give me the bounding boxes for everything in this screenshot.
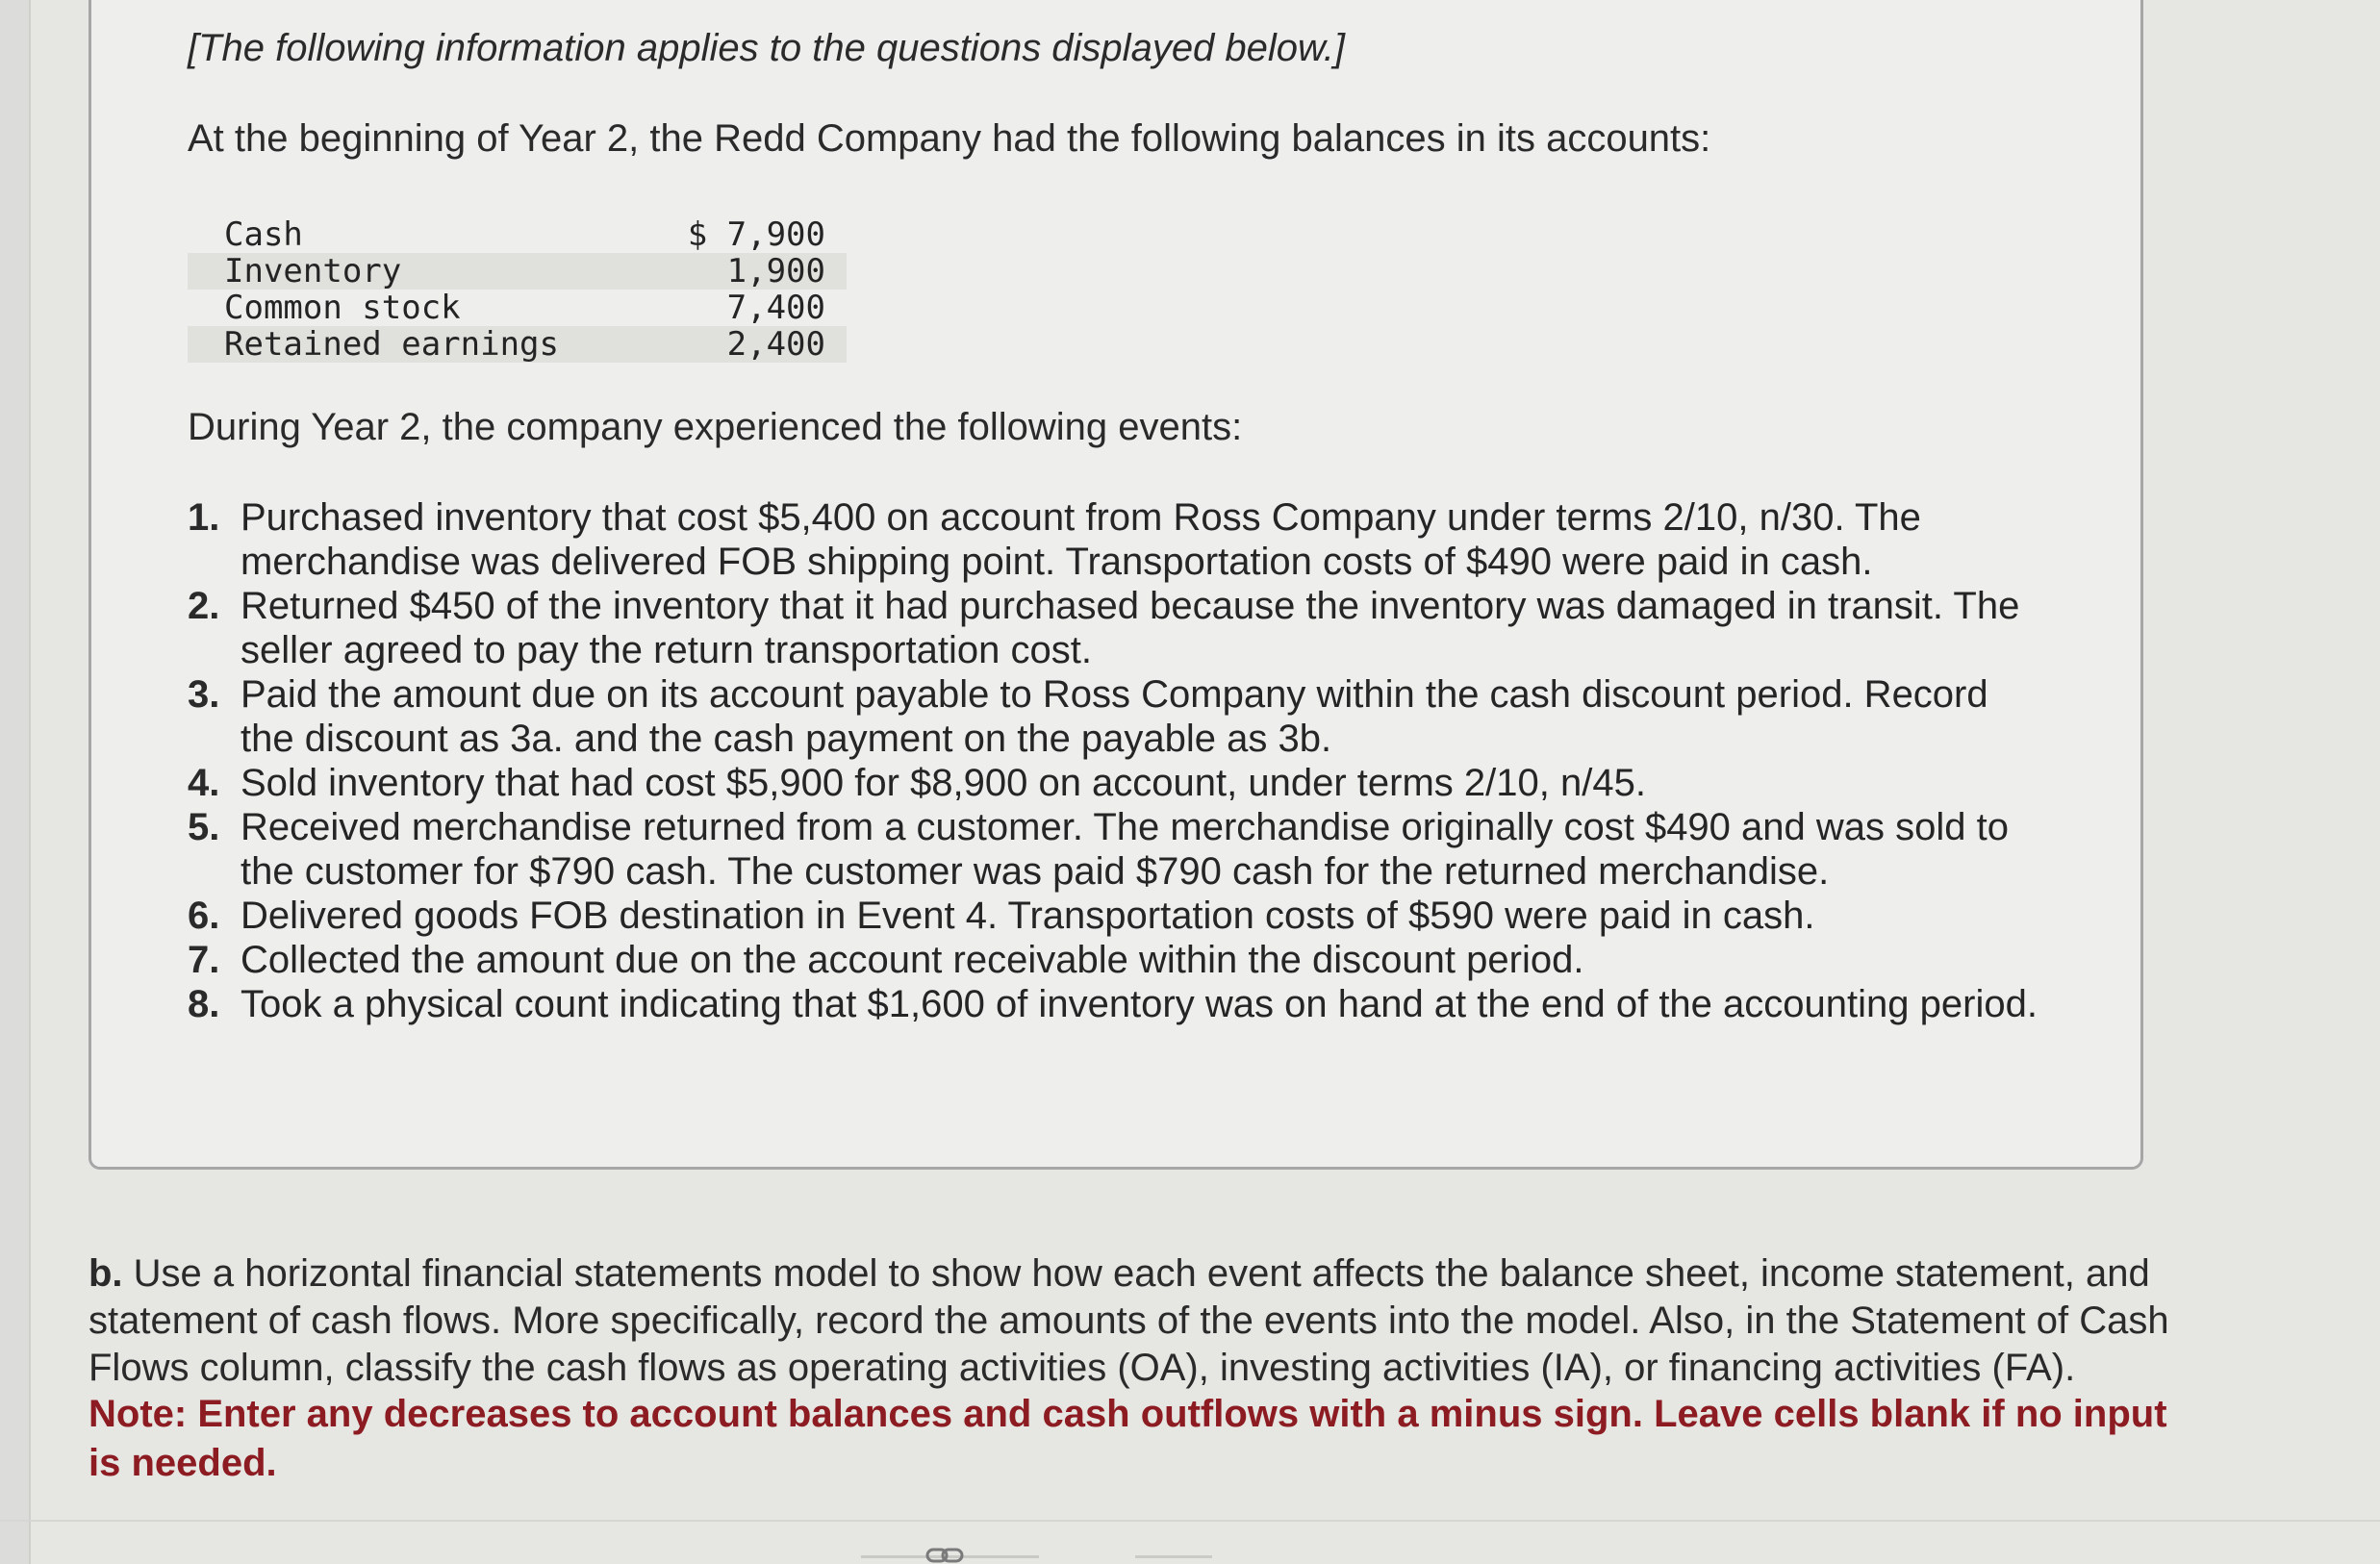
account-name: Retained earnings [224, 325, 559, 364]
balances-table [188, 216, 847, 363]
list-item [188, 672, 2044, 761]
link-icon[interactable] [925, 1545, 964, 1564]
event-text: Delivered goods FOB destination in Event 4. Transportation costs of $590 were paid in cash. [241, 895, 1815, 937]
event-text: Returned $450 of the inventory that it had purchased because the inventory was damaged in transit. The seller agreed to pay the return transportation cost. [241, 585, 2020, 671]
table-row [188, 290, 847, 326]
table-row [188, 253, 847, 290]
event-text: Paid the amount due on its account payable to Ross Company within the cash discount period. Record the discount as 3a. and the cash payment on the payable as 3b. [241, 673, 1988, 760]
event-number: 1. [188, 496, 220, 539]
account-amount: $ 7,900 [687, 215, 825, 254]
list-item [188, 584, 2044, 672]
list-item [188, 495, 2044, 584]
account-name: Inventory [224, 252, 402, 290]
event-number: 8. [188, 983, 220, 1025]
divider [1135, 1555, 1212, 1558]
event-number: 5. [188, 806, 220, 848]
events-list [188, 495, 2044, 1026]
account-name: Cash [224, 215, 303, 254]
list-item [188, 938, 2044, 982]
table-row [188, 216, 847, 253]
question-body: Use a horizontal financial statements model to show how each event affects the balance sheet, income statement, and statement of cash flows. More specifically, record the amounts of the events into the model. Also, in the Statement of Cash Flows column, classify the cash flows as operating activities (OA), investing activities (IA), or financing activities (FA). [89, 1252, 2169, 1389]
account-amount: 7,400 [726, 289, 825, 327]
question-text [89, 1250, 2205, 1392]
event-number: 4. [188, 762, 220, 804]
account-amount: 2,400 [726, 325, 825, 364]
question-label: b. [89, 1252, 123, 1295]
list-item [188, 761, 2044, 805]
event-number: 7. [188, 939, 220, 981]
intro-text: [The following information applies to the questions displayed below.] [188, 27, 1345, 69]
event-number: 3. [188, 673, 220, 716]
event-text: Received merchandise returned from a customer. The merchandise originally cost $490 and was sold to the customer for $790 cash. The customer was paid $790 cash for the returned merchandise. [241, 806, 2009, 893]
lead-text: At the beginning of Year 2, the Redd Company had the following balances in its accounts: [188, 117, 1711, 160]
event-text: Took a physical count indicating that $1,600 of inventory was on hand at the end of the accounting period. [241, 983, 2038, 1025]
list-item [188, 982, 2044, 1026]
left-panel-edge [0, 0, 31, 1564]
divider [0, 1520, 2380, 1522]
event-text: Purchased inventory that cost $5,400 on account from Ross Company under terms 2/10, n/30. The merchandise was delivered FOB shipping point. Transportation costs of $490 were paid in cash. [241, 496, 1921, 583]
list-item [188, 894, 2044, 938]
event-text: Collected the amount due on the account receivable within the discount period. [241, 939, 1584, 981]
event-text: Sold inventory that had cost $5,900 for $8,900 on account, under terms 2/10, n/45. [241, 762, 1646, 804]
table-row [188, 326, 847, 363]
list-item [188, 805, 2044, 894]
events-lead-text: During Year 2, the company experienced the following events: [188, 406, 1243, 448]
account-name: Common stock [224, 289, 461, 327]
question-note: Note: Enter any decreases to account balances and cash outflows with a minus sign. Leave cells blank if no input is needed. [89, 1393, 2167, 1484]
event-number: 2. [188, 585, 220, 627]
account-amount: 1,900 [726, 252, 825, 290]
event-number: 6. [188, 895, 220, 937]
